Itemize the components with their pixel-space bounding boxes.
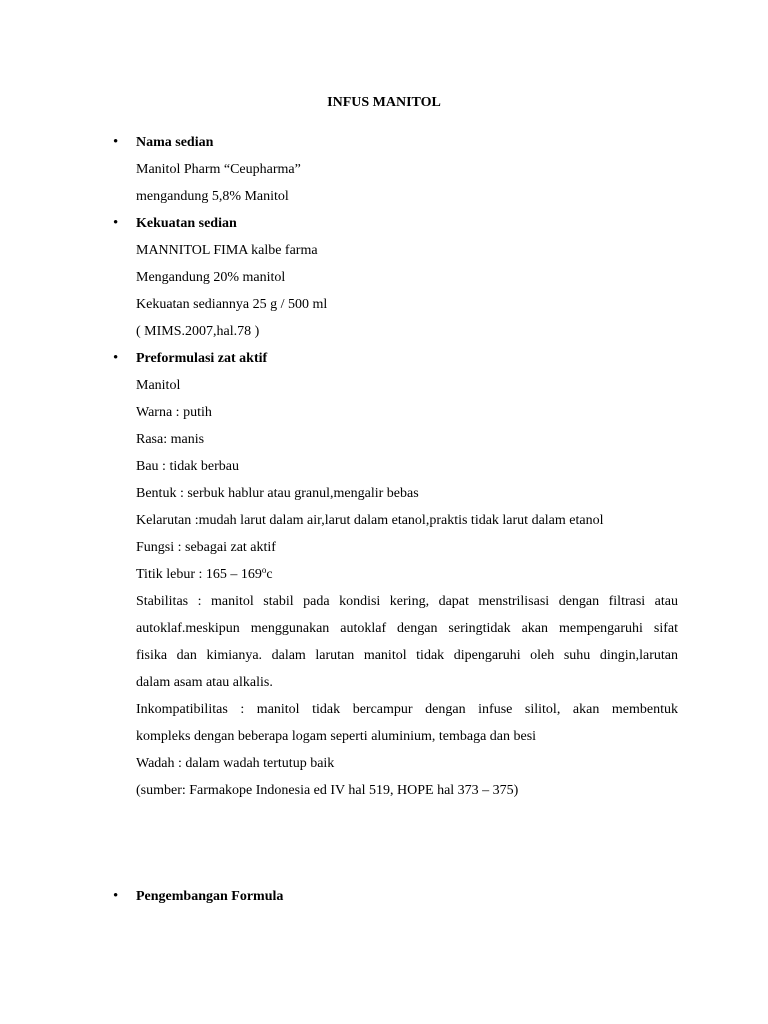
degree-superscript: o xyxy=(261,565,267,575)
text-line: Bentuk : serbuk hablur atau granul,mengalir bebas xyxy=(136,486,419,501)
section-heading: Nama sedian xyxy=(136,135,214,150)
section-heading: Kekuatan sedian xyxy=(136,216,237,231)
text-line: Warna : putih xyxy=(136,405,212,420)
section-heading: Pengembangan Formula xyxy=(136,889,284,904)
bullet-icon: • xyxy=(113,134,119,150)
section-heading: Preformulasi zat aktif xyxy=(136,351,268,366)
section-body xyxy=(136,156,678,210)
titik-lebur-line xyxy=(136,561,678,588)
document-title: INFUS MANITOL xyxy=(327,95,441,110)
text-line-justified: autoklaf.meskipun menggunakan autoklaf dengan seringtidak akan mempengaruhi sifat xyxy=(136,621,678,636)
text-line: Manitol xyxy=(136,378,181,393)
text-line: Mengandung 20% manitol xyxy=(136,270,286,285)
text-line: Bau : tidak berbau xyxy=(136,459,240,474)
text-line: Manitol Pharm “Ceupharma” xyxy=(136,162,301,177)
text-line-justified: fisika dan kimianya. dalam larutan manitol tidak dipengaruhi oleh suhu dingin,larutan xyxy=(136,648,678,663)
section-body xyxy=(136,372,678,804)
text-line-justified: Inkompatibilitas : manitol tidak bercampur dengan infuse silitol, akan membentuk xyxy=(136,702,678,717)
text-line: Rasa: manis xyxy=(136,432,205,447)
text-line-justified: Stabilitas : manitol stabil pada kondisi kering, dapat menstrilisasi dengan filtrasi atau xyxy=(136,594,678,609)
bullet-icon: • xyxy=(113,888,119,904)
text-line: ( MIMS.2007,hal.78 ) xyxy=(136,324,260,339)
text-line: dalam asam atau alkalis. xyxy=(136,675,273,690)
bullet-icon: • xyxy=(113,350,119,366)
titik-lebur-unit: c xyxy=(266,567,273,582)
text-line: Fungsi : sebagai zat aktif xyxy=(136,540,276,555)
text-line: Wadah : dalam wadah tertutup baik xyxy=(136,756,335,771)
text-line: kompleks dengan beberapa logam seperti aluminium, tembaga dan besi xyxy=(136,729,537,744)
text-line: MANNITOL FIMA kalbe farma xyxy=(136,243,318,258)
bullet-icon: • xyxy=(113,215,119,231)
source-citation: (sumber: Farmakope Indonesia ed IV hal 519, HOPE hal 373 – 375) xyxy=(136,783,519,798)
titik-lebur-text: Titik lebur : 165 – 169 xyxy=(136,567,262,582)
section-body xyxy=(136,237,678,345)
text-line: mengandung 5,8% Manitol xyxy=(136,189,289,204)
text-line: Kekuatan sediannya 25 g / 500 ml xyxy=(136,297,328,312)
text-line: Kelarutan :mudah larut dalam air,larut dalam etanol,praktis tidak larut dalam etanol xyxy=(136,513,604,528)
